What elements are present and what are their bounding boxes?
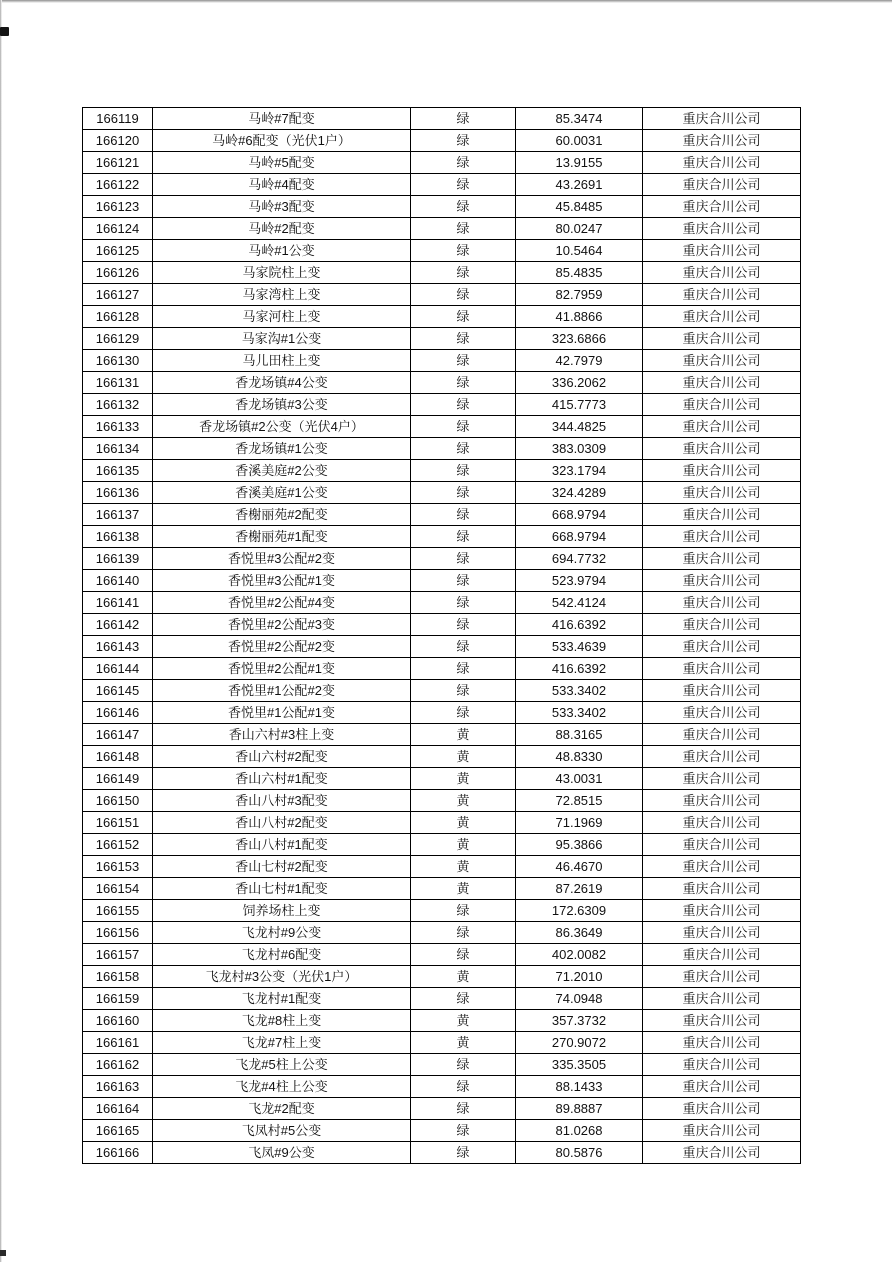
name-cell: 香山六村#1配变 (153, 768, 411, 790)
table-row (83, 900, 801, 922)
id-cell: 166142 (83, 614, 153, 636)
status-cell: 绿 (411, 592, 516, 614)
value-cell: 416.6392 (516, 658, 643, 680)
status-cell: 黄 (411, 1010, 516, 1032)
value-cell: 402.0082 (516, 944, 643, 966)
name-cell: 飞龙#7柱上变 (153, 1032, 411, 1054)
company-cell: 重庆合川公司 (643, 746, 801, 768)
value-cell: 80.5876 (516, 1142, 643, 1164)
company-cell: 重庆合川公司 (643, 1076, 801, 1098)
id-cell: 166161 (83, 1032, 153, 1054)
status-cell: 绿 (411, 504, 516, 526)
status-cell: 黄 (411, 790, 516, 812)
value-cell: 335.3505 (516, 1054, 643, 1076)
id-cell: 166123 (83, 196, 153, 218)
table-row (83, 438, 801, 460)
table-row (83, 1054, 801, 1076)
name-cell: 马家院柱上变 (153, 262, 411, 284)
status-cell: 黄 (411, 856, 516, 878)
value-cell: 323.1794 (516, 460, 643, 482)
value-cell: 523.9794 (516, 570, 643, 592)
status-cell: 绿 (411, 482, 516, 504)
table-row (83, 460, 801, 482)
company-cell: 重庆合川公司 (643, 262, 801, 284)
company-cell: 重庆合川公司 (643, 922, 801, 944)
status-cell: 绿 (411, 680, 516, 702)
id-cell: 166144 (83, 658, 153, 680)
name-cell: 香山七村#1配变 (153, 878, 411, 900)
id-cell: 166160 (83, 1010, 153, 1032)
value-cell: 344.4825 (516, 416, 643, 438)
company-cell: 重庆合川公司 (643, 350, 801, 372)
company-cell: 重庆合川公司 (643, 658, 801, 680)
status-cell: 绿 (411, 262, 516, 284)
value-cell: 172.6309 (516, 900, 643, 922)
value-cell: 71.2010 (516, 966, 643, 988)
table-row (83, 306, 801, 328)
page-top-edge (0, 0, 892, 3)
company-cell: 重庆合川公司 (643, 856, 801, 878)
name-cell: 飞龙村#3公变（光伏1户） (153, 966, 411, 988)
value-cell: 533.3402 (516, 680, 643, 702)
value-cell: 41.8866 (516, 306, 643, 328)
id-cell: 166152 (83, 834, 153, 856)
table-row (83, 702, 801, 724)
name-cell: 马儿田柱上变 (153, 350, 411, 372)
value-cell: 85.4835 (516, 262, 643, 284)
id-cell: 166133 (83, 416, 153, 438)
value-cell: 416.6392 (516, 614, 643, 636)
name-cell: 飞凤村#5公变 (153, 1120, 411, 1142)
name-cell: 马岭#1公变 (153, 240, 411, 262)
id-cell: 166154 (83, 878, 153, 900)
id-cell: 166147 (83, 724, 153, 746)
company-cell: 重庆合川公司 (643, 394, 801, 416)
id-cell: 166124 (83, 218, 153, 240)
value-cell: 88.3165 (516, 724, 643, 746)
company-cell: 重庆合川公司 (643, 680, 801, 702)
status-cell: 黄 (411, 746, 516, 768)
name-cell: 香悦里#2公配#3变 (153, 614, 411, 636)
id-cell: 166140 (83, 570, 153, 592)
table-row (83, 130, 801, 152)
company-cell: 重庆合川公司 (643, 812, 801, 834)
value-cell: 42.7979 (516, 350, 643, 372)
company-cell: 重庆合川公司 (643, 988, 801, 1010)
status-cell: 黄 (411, 768, 516, 790)
name-cell: 香龙场镇#4公变 (153, 372, 411, 394)
value-cell: 72.8515 (516, 790, 643, 812)
table-row (83, 372, 801, 394)
company-cell: 重庆合川公司 (643, 900, 801, 922)
table-row (83, 174, 801, 196)
company-cell: 重庆合川公司 (643, 174, 801, 196)
table-row (83, 196, 801, 218)
table-row (83, 944, 801, 966)
table-row (83, 636, 801, 658)
name-cell: 马岭#3配变 (153, 196, 411, 218)
table-row (83, 1032, 801, 1054)
table-row (83, 790, 801, 812)
value-cell: 324.4289 (516, 482, 643, 504)
id-cell: 166146 (83, 702, 153, 724)
status-cell: 绿 (411, 328, 516, 350)
company-cell: 重庆合川公司 (643, 526, 801, 548)
id-cell: 166126 (83, 262, 153, 284)
status-cell: 绿 (411, 944, 516, 966)
name-cell: 香悦里#2公配#2变 (153, 636, 411, 658)
id-cell: 166165 (83, 1120, 153, 1142)
name-cell: 马岭#5配变 (153, 152, 411, 174)
status-cell: 黄 (411, 878, 516, 900)
name-cell: 飞龙#4柱上公变 (153, 1076, 411, 1098)
id-cell: 166137 (83, 504, 153, 526)
table-row (83, 746, 801, 768)
table-row (83, 768, 801, 790)
status-cell: 绿 (411, 922, 516, 944)
company-cell: 重庆合川公司 (643, 372, 801, 394)
status-cell: 绿 (411, 438, 516, 460)
status-cell: 绿 (411, 218, 516, 240)
value-cell: 86.3649 (516, 922, 643, 944)
name-cell: 香龙场镇#1公变 (153, 438, 411, 460)
value-cell: 323.6866 (516, 328, 643, 350)
status-cell: 黄 (411, 724, 516, 746)
table-row (83, 922, 801, 944)
name-cell: 飞龙#8柱上变 (153, 1010, 411, 1032)
name-cell: 马岭#7配变 (153, 108, 411, 130)
status-cell: 绿 (411, 240, 516, 262)
name-cell: 飞龙村#6配变 (153, 944, 411, 966)
status-cell: 绿 (411, 614, 516, 636)
id-cell: 166134 (83, 438, 153, 460)
status-cell: 绿 (411, 1054, 516, 1076)
status-cell: 绿 (411, 636, 516, 658)
status-cell: 绿 (411, 702, 516, 724)
value-cell: 74.0948 (516, 988, 643, 1010)
id-cell: 166158 (83, 966, 153, 988)
table-row (83, 548, 801, 570)
company-cell: 重庆合川公司 (643, 768, 801, 790)
value-cell: 87.2619 (516, 878, 643, 900)
id-cell: 166145 (83, 680, 153, 702)
value-cell: 357.3732 (516, 1010, 643, 1032)
value-cell: 43.0031 (516, 768, 643, 790)
status-cell: 绿 (411, 548, 516, 570)
name-cell: 香山六村#3柱上变 (153, 724, 411, 746)
table-row (83, 658, 801, 680)
company-cell: 重庆合川公司 (643, 702, 801, 724)
status-cell: 绿 (411, 372, 516, 394)
id-cell: 166150 (83, 790, 153, 812)
status-cell: 绿 (411, 1076, 516, 1098)
table-row (83, 592, 801, 614)
id-cell: 166148 (83, 746, 153, 768)
table-row (83, 1098, 801, 1120)
company-cell: 重庆合川公司 (643, 548, 801, 570)
company-cell: 重庆合川公司 (643, 416, 801, 438)
value-cell: 533.3402 (516, 702, 643, 724)
name-cell: 香榭丽苑#2配变 (153, 504, 411, 526)
value-cell: 80.0247 (516, 218, 643, 240)
company-cell: 重庆合川公司 (643, 108, 801, 130)
value-cell: 48.8330 (516, 746, 643, 768)
id-cell: 166127 (83, 284, 153, 306)
value-cell: 81.0268 (516, 1120, 643, 1142)
table-row (83, 878, 801, 900)
id-cell: 166122 (83, 174, 153, 196)
company-cell: 重庆合川公司 (643, 1032, 801, 1054)
id-cell: 166149 (83, 768, 153, 790)
name-cell: 马岭#4配变 (153, 174, 411, 196)
table-row (83, 262, 801, 284)
id-cell: 166135 (83, 460, 153, 482)
status-cell: 黄 (411, 812, 516, 834)
scan-artifact-bottom (0, 1250, 6, 1256)
table-row (83, 328, 801, 350)
name-cell: 香山八村#2配变 (153, 812, 411, 834)
name-cell: 马家河柱上变 (153, 306, 411, 328)
value-cell: 10.5464 (516, 240, 643, 262)
value-cell: 533.4639 (516, 636, 643, 658)
status-cell: 黄 (411, 834, 516, 856)
value-cell: 85.3474 (516, 108, 643, 130)
table-row (83, 1010, 801, 1032)
id-cell: 166139 (83, 548, 153, 570)
status-cell: 绿 (411, 416, 516, 438)
table-row (83, 394, 801, 416)
table-row (83, 108, 801, 130)
id-cell: 166157 (83, 944, 153, 966)
value-cell: 45.8485 (516, 196, 643, 218)
company-cell: 重庆合川公司 (643, 240, 801, 262)
company-cell: 重庆合川公司 (643, 1054, 801, 1076)
table-row (83, 856, 801, 878)
name-cell: 香山八村#3配变 (153, 790, 411, 812)
name-cell: 马岭#6配变（光伏1户） (153, 130, 411, 152)
name-cell: 马家沟#1公变 (153, 328, 411, 350)
id-cell: 166138 (83, 526, 153, 548)
name-cell: 香山六村#2配变 (153, 746, 411, 768)
company-cell: 重庆合川公司 (643, 944, 801, 966)
company-cell: 重庆合川公司 (643, 636, 801, 658)
value-cell: 270.9072 (516, 1032, 643, 1054)
company-cell: 重庆合川公司 (643, 834, 801, 856)
name-cell: 香悦里#3公配#2变 (153, 548, 411, 570)
name-cell: 香溪美庭#1公变 (153, 482, 411, 504)
transformer-table-body (83, 108, 801, 1164)
id-cell: 166153 (83, 856, 153, 878)
company-cell: 重庆合川公司 (643, 438, 801, 460)
status-cell: 绿 (411, 1120, 516, 1142)
company-cell: 重庆合川公司 (643, 592, 801, 614)
id-cell: 166155 (83, 900, 153, 922)
company-cell: 重庆合川公司 (643, 1120, 801, 1142)
value-cell: 89.8887 (516, 1098, 643, 1120)
id-cell: 166121 (83, 152, 153, 174)
name-cell: 香山八村#1配变 (153, 834, 411, 856)
table-row (83, 724, 801, 746)
id-cell: 166151 (83, 812, 153, 834)
page-left-edge (0, 0, 2, 1262)
value-cell: 542.4124 (516, 592, 643, 614)
company-cell: 重庆合川公司 (643, 196, 801, 218)
name-cell: 飞龙村#1配变 (153, 988, 411, 1010)
status-cell: 绿 (411, 174, 516, 196)
status-cell: 绿 (411, 658, 516, 680)
company-cell: 重庆合川公司 (643, 1010, 801, 1032)
company-cell: 重庆合川公司 (643, 1098, 801, 1120)
id-cell: 166136 (83, 482, 153, 504)
id-cell: 166162 (83, 1054, 153, 1076)
id-cell: 166164 (83, 1098, 153, 1120)
table-row (83, 680, 801, 702)
id-cell: 166163 (83, 1076, 153, 1098)
id-cell: 166156 (83, 922, 153, 944)
table-row (83, 526, 801, 548)
name-cell: 香龙场镇#2公变（光伏4户） (153, 416, 411, 438)
company-cell: 重庆合川公司 (643, 1142, 801, 1164)
name-cell: 香悦里#3公配#1变 (153, 570, 411, 592)
id-cell: 166128 (83, 306, 153, 328)
table-row (83, 834, 801, 856)
name-cell: 马家湾柱上变 (153, 284, 411, 306)
name-cell: 香溪美庭#2公变 (153, 460, 411, 482)
table-row (83, 1076, 801, 1098)
company-cell: 重庆合川公司 (643, 482, 801, 504)
table-row (83, 240, 801, 262)
name-cell: 飞龙#2配变 (153, 1098, 411, 1120)
value-cell: 95.3866 (516, 834, 643, 856)
value-cell: 71.1969 (516, 812, 643, 834)
name-cell: 香悦里#2公配#4变 (153, 592, 411, 614)
status-cell: 绿 (411, 526, 516, 548)
status-cell: 绿 (411, 350, 516, 372)
name-cell: 飞凤#9公变 (153, 1142, 411, 1164)
name-cell: 飞龙村#9公变 (153, 922, 411, 944)
id-cell: 166132 (83, 394, 153, 416)
table-row (83, 504, 801, 526)
table-row (83, 350, 801, 372)
table-row (83, 152, 801, 174)
company-cell: 重庆合川公司 (643, 966, 801, 988)
table-row (83, 1120, 801, 1142)
company-cell: 重庆合川公司 (643, 878, 801, 900)
value-cell: 43.2691 (516, 174, 643, 196)
status-cell: 绿 (411, 394, 516, 416)
value-cell: 668.9794 (516, 526, 643, 548)
table-row (83, 614, 801, 636)
company-cell: 重庆合川公司 (643, 790, 801, 812)
id-cell: 166130 (83, 350, 153, 372)
value-cell: 82.7959 (516, 284, 643, 306)
id-cell: 166120 (83, 130, 153, 152)
name-cell: 飞龙#5柱上公变 (153, 1054, 411, 1076)
id-cell: 166159 (83, 988, 153, 1010)
value-cell: 415.7773 (516, 394, 643, 416)
scan-artifact-top (0, 27, 9, 36)
status-cell: 绿 (411, 900, 516, 922)
status-cell: 绿 (411, 108, 516, 130)
company-cell: 重庆合川公司 (643, 504, 801, 526)
company-cell: 重庆合川公司 (643, 614, 801, 636)
status-cell: 绿 (411, 306, 516, 328)
status-cell: 绿 (411, 460, 516, 482)
name-cell: 香龙场镇#3公变 (153, 394, 411, 416)
table-row (83, 988, 801, 1010)
value-cell: 694.7732 (516, 548, 643, 570)
company-cell: 重庆合川公司 (643, 328, 801, 350)
company-cell: 重庆合川公司 (643, 218, 801, 240)
company-cell: 重庆合川公司 (643, 460, 801, 482)
status-cell: 绿 (411, 988, 516, 1010)
company-cell: 重庆合川公司 (643, 724, 801, 746)
status-cell: 绿 (411, 130, 516, 152)
status-cell: 绿 (411, 570, 516, 592)
name-cell: 马岭#2配变 (153, 218, 411, 240)
id-cell: 166125 (83, 240, 153, 262)
status-cell: 黄 (411, 966, 516, 988)
transformer-table (82, 107, 801, 1164)
name-cell: 饲养场柱上变 (153, 900, 411, 922)
company-cell: 重庆合川公司 (643, 306, 801, 328)
name-cell: 香悦里#2公配#1变 (153, 658, 411, 680)
status-cell: 绿 (411, 152, 516, 174)
id-cell: 166143 (83, 636, 153, 658)
company-cell: 重庆合川公司 (643, 130, 801, 152)
status-cell: 黄 (411, 1032, 516, 1054)
status-cell: 绿 (411, 1098, 516, 1120)
name-cell: 香山七村#2配变 (153, 856, 411, 878)
value-cell: 336.2062 (516, 372, 643, 394)
table-row (83, 966, 801, 988)
status-cell: 绿 (411, 1142, 516, 1164)
name-cell: 香榭丽苑#1配变 (153, 526, 411, 548)
table-row (83, 570, 801, 592)
company-cell: 重庆合川公司 (643, 284, 801, 306)
value-cell: 46.4670 (516, 856, 643, 878)
name-cell: 香悦里#1公配#1变 (153, 702, 411, 724)
value-cell: 383.0309 (516, 438, 643, 460)
id-cell: 166141 (83, 592, 153, 614)
table-row (83, 218, 801, 240)
table-row (83, 482, 801, 504)
status-cell: 绿 (411, 284, 516, 306)
table-row (83, 812, 801, 834)
table-row (83, 1142, 801, 1164)
value-cell: 668.9794 (516, 504, 643, 526)
status-cell: 绿 (411, 196, 516, 218)
value-cell: 88.1433 (516, 1076, 643, 1098)
company-cell: 重庆合川公司 (643, 152, 801, 174)
id-cell: 166131 (83, 372, 153, 394)
value-cell: 60.0031 (516, 130, 643, 152)
id-cell: 166119 (83, 108, 153, 130)
id-cell: 166166 (83, 1142, 153, 1164)
table-row (83, 284, 801, 306)
company-cell: 重庆合川公司 (643, 570, 801, 592)
id-cell: 166129 (83, 328, 153, 350)
name-cell: 香悦里#1公配#2变 (153, 680, 411, 702)
table-row (83, 416, 801, 438)
value-cell: 13.9155 (516, 152, 643, 174)
